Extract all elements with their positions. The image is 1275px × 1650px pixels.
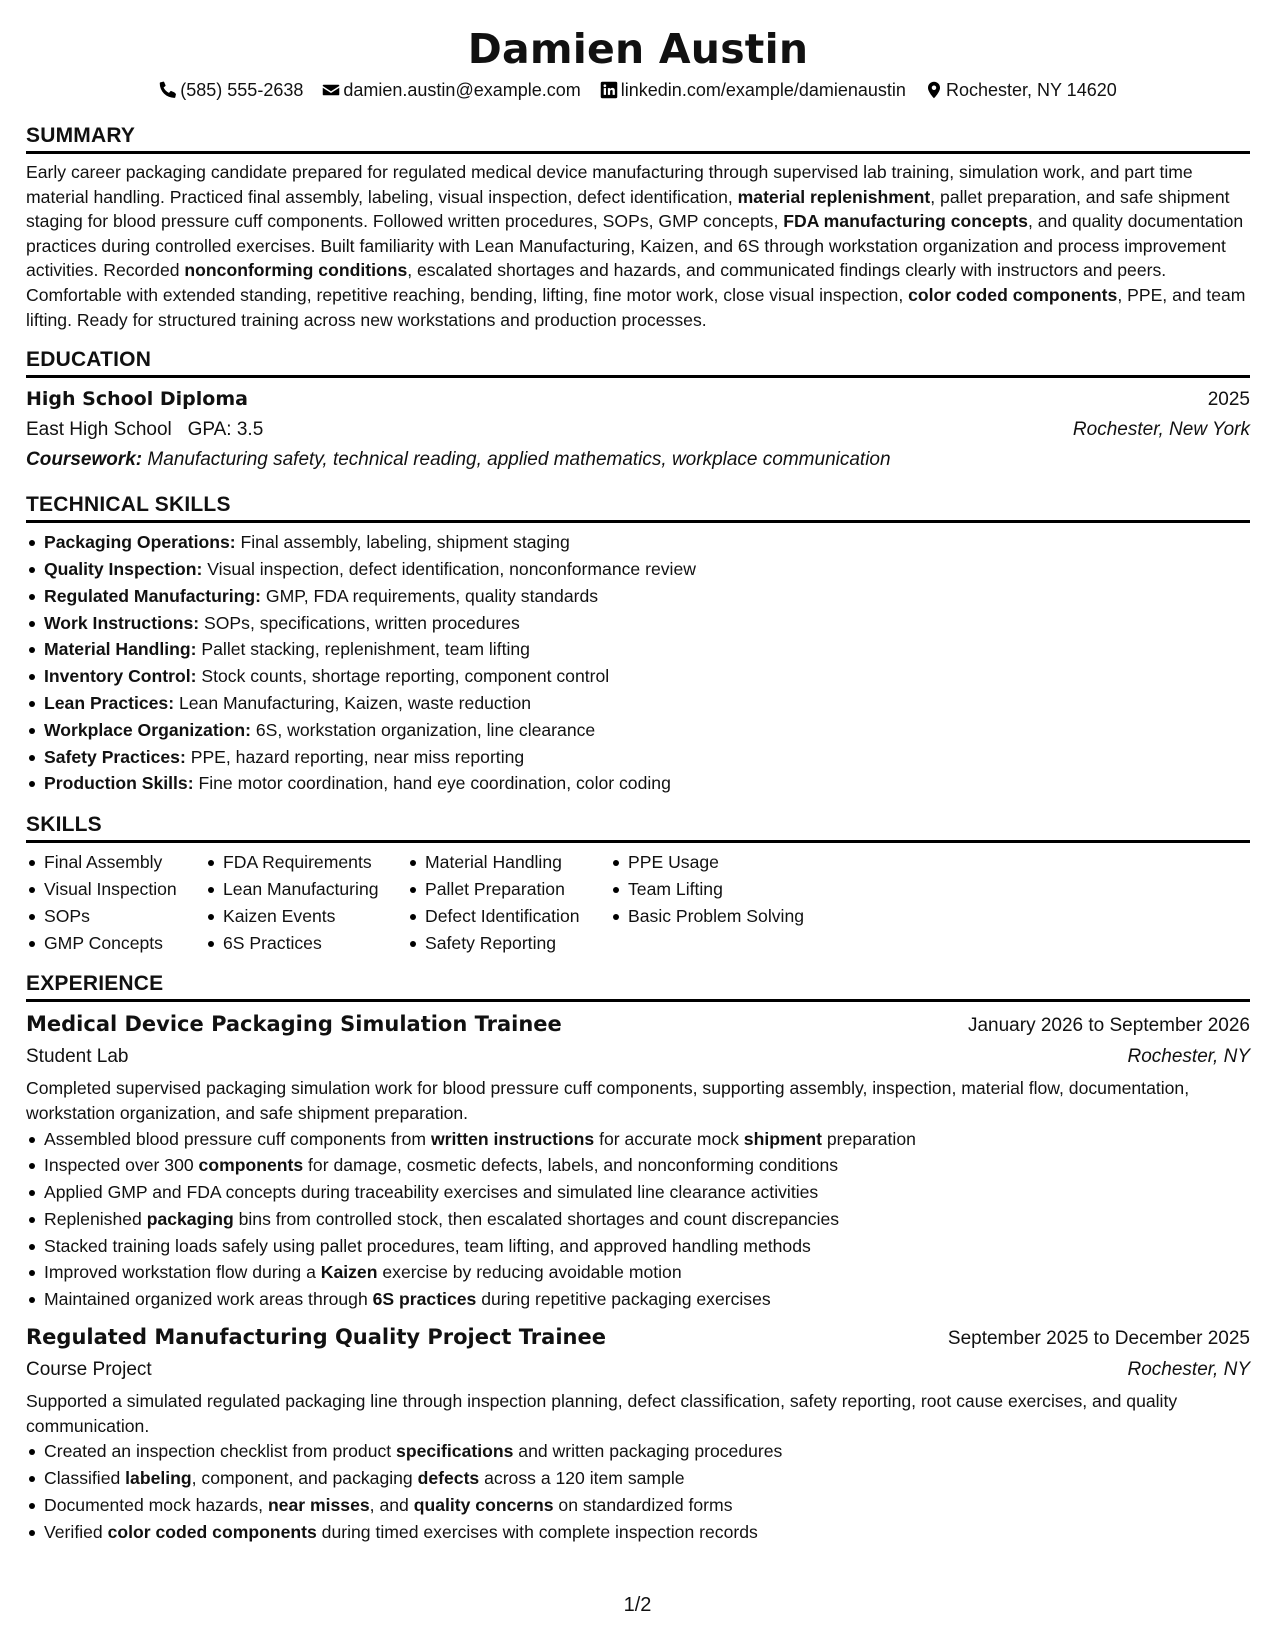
job-bullets [26, 1438, 1250, 1545]
page-number: 1/2 [623, 1594, 652, 1616]
bold-text: quality concerns [413, 1494, 554, 1515]
technical-skill-item [26, 636, 1250, 663]
technical-skills-section [26, 491, 1250, 797]
bold-text: color coded components [107, 1521, 317, 1542]
school-line [26, 415, 263, 445]
bold-text: near misses [267, 1494, 370, 1515]
education-section [26, 346, 1250, 475]
text: and written packaging procedures [513, 1441, 783, 1462]
skill-category: Regulated Manufacturing: [44, 585, 261, 606]
linkedin-icon [600, 81, 618, 99]
contact-email[interactable] [322, 78, 580, 102]
text: Documented mock hazards, [44, 1494, 268, 1515]
section-title: EDUCATION [26, 348, 152, 372]
experience-list [26, 1008, 1250, 1545]
job-header [26, 1008, 1250, 1042]
skills-column [610, 849, 810, 956]
skill-item: Kaizen Events [205, 903, 407, 930]
skill-category: Packaging Operations: [44, 532, 236, 553]
section-title: TECHNICAL SKILLS [26, 493, 231, 517]
text: Early career packaging candidate prepared for regulated medical device manufacturing through supervised lab training, simulation work, and part time material handling. Practiced final assembly, labeling, visual inspection, defect identification, [26, 162, 1193, 207]
email-text: damien.austin@example.com [343, 80, 581, 100]
text: preparation [822, 1128, 916, 1149]
location-text: Rochester, NY 14620 [945, 80, 1117, 100]
text: on standardized forms [553, 1494, 733, 1515]
job-dates: September 2025 to December 2025 [947, 1328, 1250, 1350]
job-bullet [26, 1126, 1250, 1153]
skill-item: Lean Manufacturing [205, 876, 407, 903]
degree: High School Diploma [26, 388, 248, 411]
section-title: SUMMARY [26, 124, 136, 147]
technical-skill-item [26, 663, 1250, 690]
text: Inspected over 300 [44, 1155, 199, 1176]
contact-phone[interactable] [159, 78, 303, 102]
skill-category: Lean Practices: [44, 692, 175, 713]
text: , pallet preparation, and safe shipment staging for blood pressure cuff components. Followed written procedures, SOPs, GMP concepts, [26, 186, 1230, 232]
coursework-label: Coursework: [26, 449, 143, 471]
job-dates: January 2026 to September 2026 [967, 1015, 1250, 1037]
section-divider [26, 151, 1250, 154]
skill-item: Material Handling [407, 849, 610, 876]
job-entry [26, 1321, 1250, 1545]
text: Maintained organized work areas through [44, 1289, 373, 1310]
skill-item: Team Lifting [610, 876, 810, 903]
skills-section [26, 811, 1250, 956]
school-location: Rochester, New York [1072, 419, 1250, 441]
text: Improved workstation flow during a [44, 1262, 321, 1283]
job-bullet [26, 1438, 1250, 1465]
section-divider [26, 520, 1250, 523]
job-title: Medical Device Packaging Simulation Trainee [26, 1012, 562, 1037]
text: during repetitive packaging exercises [476, 1289, 771, 1310]
job-bullet [26, 1465, 1250, 1492]
job-bullet [26, 1179, 1250, 1206]
skill-item: Defect Identification [407, 903, 610, 930]
map-pin-icon [925, 81, 943, 99]
skill-item: Visual Inspection [26, 876, 205, 903]
skills-grid [26, 849, 1250, 956]
text: for accurate mock [594, 1128, 744, 1149]
skill-item: Pallet Preparation [407, 876, 610, 903]
skill-item: SOPs [26, 903, 205, 930]
technical-skill-item [26, 690, 1250, 717]
text: , PPE, and team lifting. Ready for structured training across new workstations and production processes. [26, 284, 1246, 330]
job-bullet [26, 1519, 1250, 1546]
summary-section [26, 122, 1250, 332]
job-organization: Student Lab [26, 1046, 129, 1068]
bold-text: written instructions [430, 1128, 595, 1149]
skills-column [205, 849, 407, 956]
skill-item: PPE Usage [610, 849, 810, 876]
technical-skill-item [26, 744, 1250, 771]
skill-category: Material Handling: [44, 639, 197, 660]
experience-section [26, 970, 1250, 1545]
skill-item: Safety Reporting [407, 930, 610, 957]
text: , and [369, 1494, 414, 1515]
contact-bar [26, 78, 1250, 102]
text: bins from controlled stock, then escalated shortages and count discrepancies [233, 1208, 840, 1229]
linkedin-text: linkedin.com/example/damienaustin [620, 80, 906, 100]
bold-text: components [198, 1155, 304, 1176]
skill-category: Inventory Control: [44, 666, 197, 687]
job-description: Supported a simulated regulated packaging line through inspection planning, defect classification, safety reporting, root cause exercises, and quality communication. [26, 1391, 1178, 1436]
text: Assembled blood pressure cuff components from [44, 1128, 431, 1149]
job-header [26, 1321, 1250, 1355]
job-description: Completed supervised packaging simulation work for blood pressure cuff components, supporting assembly, inspection, material flow, documentation, workstation organization, and safe shipment preparation. [26, 1078, 1190, 1123]
skill-details: Fine motor coordination, hand eye coordination, color coding [198, 773, 671, 794]
skill-details: Lean Manufacturing, Kaizen, waste reduction [178, 692, 532, 713]
section-title: SKILLS [26, 813, 102, 837]
skill-details: Stock counts, shortage reporting, component control [201, 666, 610, 687]
resume-page [26, 0, 1250, 1545]
candidate-name: Damien Austin [467, 25, 809, 73]
job-location: Rochester, NY [1127, 1359, 1250, 1381]
technical-skills-list [26, 529, 1250, 797]
bold-text: FDA manufacturing concepts [783, 211, 1028, 232]
bold-text: nonconforming conditions [184, 260, 408, 281]
text: Verified [44, 1521, 108, 1542]
job-bullet [26, 1286, 1250, 1313]
skill-details: PPE, hazard reporting, near miss reporting [190, 746, 525, 767]
skill-item: 6S Practices [205, 930, 407, 957]
bold-text: labeling [125, 1468, 192, 1489]
job-bullet [26, 1152, 1250, 1179]
bold-text: 6S practices [372, 1289, 477, 1310]
contact-location [925, 78, 1117, 102]
text: for damage, cosmetic defects, labels, and nonconforming conditions [303, 1155, 839, 1176]
bold-text: Kaizen [320, 1262, 378, 1283]
text: during timed exercises with complete inspection records [316, 1521, 758, 1542]
coursework [26, 445, 1250, 475]
skill-details: GMP, FDA requirements, quality standards [265, 585, 599, 606]
section-divider [26, 999, 1250, 1002]
job-subheader [26, 1355, 1250, 1385]
coursework-text: Manufacturing safety, technical reading, applied mathematics, workplace communication [147, 449, 891, 471]
text: across a 120 item sample [479, 1468, 685, 1489]
section-title: EXPERIENCE [26, 972, 164, 996]
technical-skill-item [26, 583, 1250, 610]
job-location: Rochester, NY [1127, 1046, 1250, 1068]
technical-skill-item [26, 610, 1250, 637]
skill-item: Basic Problem Solving [610, 903, 810, 930]
technical-skill-item [26, 717, 1250, 744]
bold-text: color coded components [908, 284, 1118, 305]
bold-text: specifications [396, 1441, 514, 1462]
skill-item: GMP Concepts [26, 930, 205, 957]
job-bullet [26, 1233, 1250, 1260]
text: , escalated shortages and hazards, and communicated findings clearly with instructors and peers. Comfortable with extended standing, repetitive reaching, bending, lifting, fine motor work, close visual inspection, [26, 260, 1167, 305]
skill-item: FDA Requirements [205, 849, 407, 876]
job-bullet [26, 1492, 1250, 1519]
school-name: East High School [26, 419, 172, 441]
graduation-year: 2025 [1207, 389, 1250, 411]
phone-icon [159, 81, 177, 99]
skill-details: Pallet stacking, replenishment, team lifting [201, 639, 530, 660]
technical-skill-item [26, 770, 1250, 797]
job-title: Regulated Manufacturing Quality Project Trainee [26, 1325, 606, 1350]
section-divider [26, 840, 1250, 843]
skills-column [407, 849, 610, 956]
text: , and quality documentation practices during controlled exercises. Built familiarity with Lean Manufacturing, Kaizen, and 6S through workstation organization and process improvement activities. Recorded [26, 211, 1244, 281]
text: Classified [44, 1468, 126, 1489]
summary-text [26, 160, 1250, 332]
text: Stacked training loads safely using pallet procedures, team lifting, and approved handling methods [44, 1235, 811, 1256]
skill-category: Work Instructions: [44, 612, 200, 633]
skill-item: Final Assembly [26, 849, 205, 876]
phone-text: (585) 555-2638 [180, 80, 304, 100]
job-organization: Course Project [26, 1359, 152, 1381]
text: Created an inspection checklist from product [44, 1441, 397, 1462]
section-divider [26, 375, 1250, 378]
bold-text: material replenishment [737, 186, 931, 207]
text: , component, and packaging [191, 1468, 418, 1489]
bold-text: packaging [146, 1208, 234, 1229]
contact-linkedin[interactable] [600, 78, 906, 102]
job-bullet [26, 1259, 1250, 1286]
skill-details: Final assembly, labeling, shipment staging [240, 532, 570, 553]
text: exercise by reducing avoidable motion [377, 1262, 682, 1283]
skill-category: Workplace Organization: [44, 719, 251, 740]
envelope-icon [322, 81, 340, 99]
text: Replenished [44, 1208, 147, 1229]
job-bullets [26, 1126, 1250, 1314]
job-subheader [26, 1042, 1250, 1072]
skill-details: Visual inspection, defect identification, nonconformance review [207, 558, 696, 579]
bold-text: defects [417, 1468, 480, 1489]
job-entry [26, 1008, 1250, 1313]
skill-category: Quality Inspection: [44, 558, 203, 579]
gpa: GPA: 3.5 [187, 419, 264, 441]
skill-category: Safety Practices: [44, 746, 186, 767]
technical-skill-item [26, 529, 1250, 556]
skill-details: SOPs, specifications, written procedures [204, 612, 520, 633]
skill-details: 6S, workstation organization, line clearance [255, 719, 596, 740]
text: Applied GMP and FDA concepts during traceability exercises and simulated line clearance activities [44, 1182, 819, 1203]
skills-column [26, 849, 205, 956]
job-bullet [26, 1206, 1250, 1233]
bold-text: shipment [743, 1128, 822, 1149]
technical-skill-item [26, 556, 1250, 583]
skill-category: Production Skills: [44, 773, 194, 794]
